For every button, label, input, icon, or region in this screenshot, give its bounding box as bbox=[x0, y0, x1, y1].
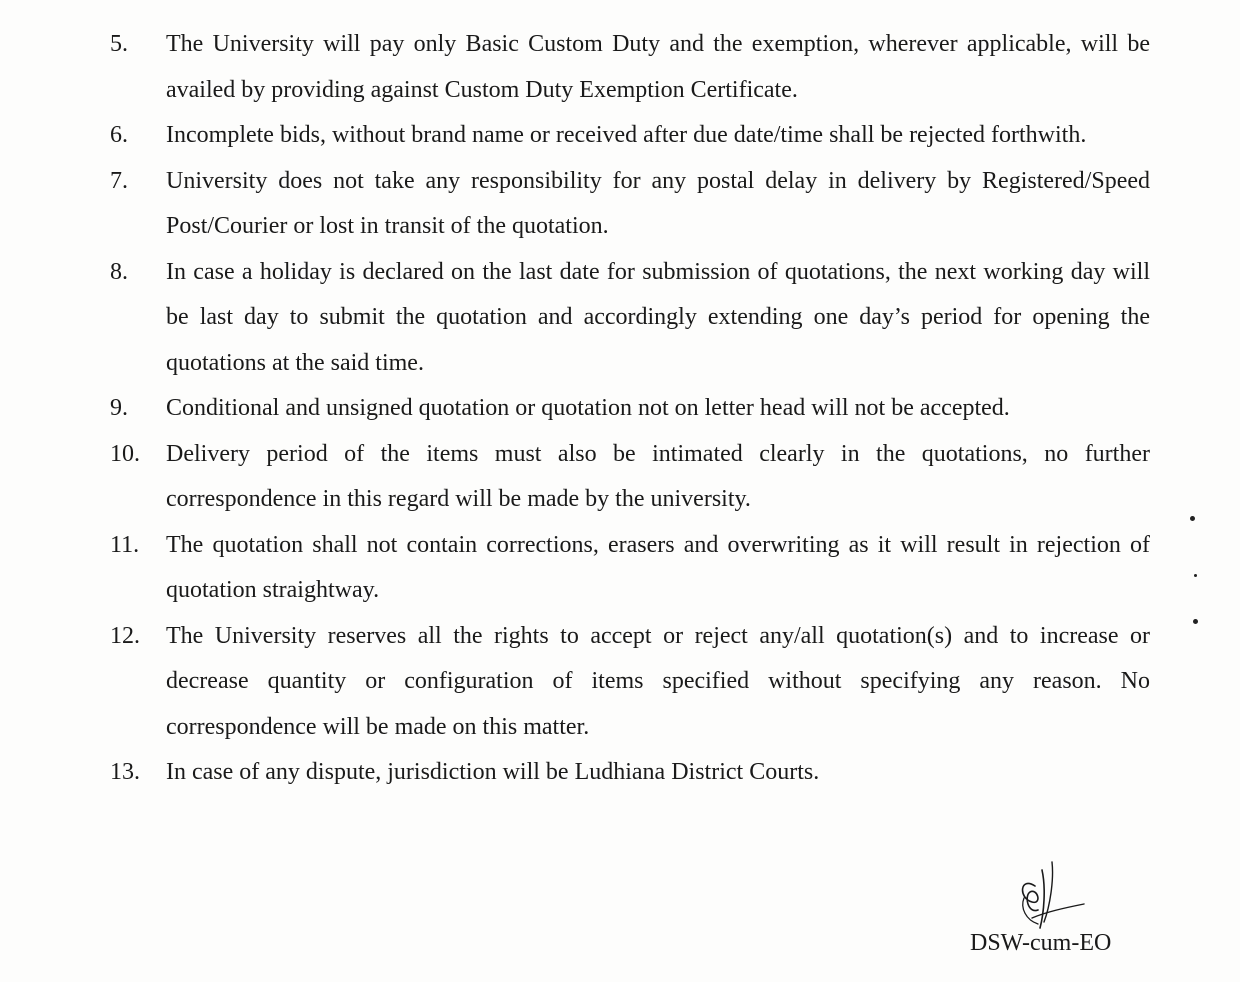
clause-text: The University reserves all the rights to accept or reject any/all quotation(s) and to increase or decrease quantity or configuration of items specified without specifying any reason. No correspondence will be made on this matter. bbox=[166, 622, 1150, 740]
scan-speck bbox=[1194, 574, 1197, 577]
clause-text: Incomplete bids, without brand name or received after due date/time shall be rejected forthwith. bbox=[166, 122, 1087, 148]
clause-number: 12. bbox=[110, 622, 140, 649]
terms-list bbox=[110, 22, 1150, 796]
clause-text: The University will pay only Basic Custom Duty and the exemption, wherever applicable, will be availed by providing against Custom Duty Exemption Certificate. bbox=[166, 31, 1150, 103]
clause-number: 13. bbox=[110, 759, 140, 785]
scan-speck bbox=[1190, 516, 1195, 521]
clause-item-11 bbox=[110, 523, 1150, 614]
clause-number: 6. bbox=[110, 122, 128, 148]
clause-item-10 bbox=[110, 432, 1150, 523]
clause-number: 7. bbox=[110, 167, 128, 194]
signatory-title: DSW-cum-EO bbox=[970, 930, 1112, 956]
signature-block bbox=[960, 858, 1160, 968]
clause-text: Conditional and unsigned quotation or quotation not on letter head will not be accepted. bbox=[166, 395, 1010, 421]
clause-number: 5. bbox=[110, 31, 128, 57]
scan-speck bbox=[1193, 619, 1198, 624]
clause-number: 10. bbox=[110, 440, 140, 467]
clause-item-12 bbox=[110, 614, 1150, 751]
clause-number: 8. bbox=[110, 258, 128, 285]
clause-item-9 bbox=[110, 386, 1150, 432]
clause-item-13 bbox=[110, 750, 1150, 796]
clause-text: The quotation shall not contain corrections, erasers and overwriting as it will result in rejection of quotation straightway. bbox=[166, 531, 1150, 603]
clause-text: In case a holiday is declared on the last date for submission of quotations, the next working day will be last day to submit the quotation and accordingly extending one day’s period for opening the quotations at the said time. bbox=[166, 258, 1150, 376]
clause-number: 11. bbox=[110, 531, 140, 558]
clause-number: 9. bbox=[110, 395, 128, 421]
clause-item-7 bbox=[110, 159, 1150, 250]
clause-item-6 bbox=[110, 113, 1150, 159]
clause-item-8 bbox=[110, 250, 1150, 387]
clause-text: University does not take any responsibility for any postal delay in delivery by Registered/Speed Post/Courier or lost in transit of the quotation. bbox=[166, 167, 1150, 239]
clause-text: Delivery period of the items must also be intimated clearly in the quotations, no further correspondence in this regard will be made by the university. bbox=[166, 440, 1150, 512]
clause-item-5 bbox=[110, 22, 1150, 113]
clause-text: In case of any dispute, jurisdiction will be Ludhiana District Courts. bbox=[166, 759, 820, 785]
